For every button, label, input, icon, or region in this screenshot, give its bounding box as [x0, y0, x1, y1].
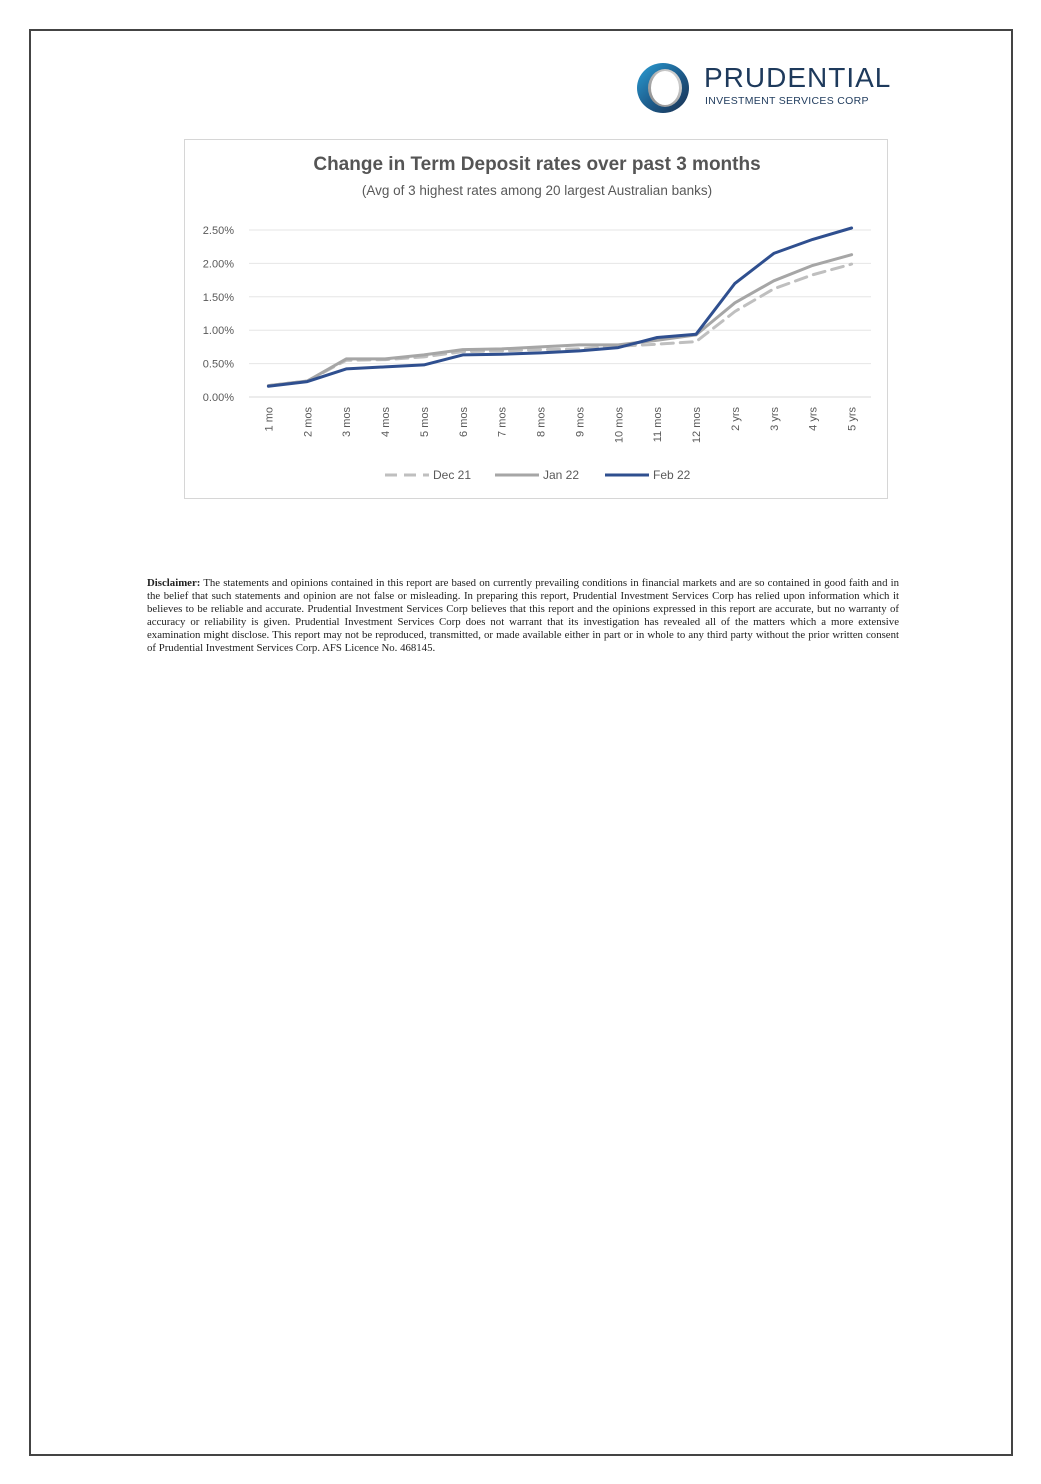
y-tick-label: 1.00% — [202, 325, 234, 338]
x-tick-label: 3 mos — [341, 407, 354, 437]
chart-container — [184, 139, 888, 499]
x-tick-label: 10 mos — [613, 407, 626, 444]
x-tick-label: 4 mos — [380, 407, 393, 437]
x-tick-label: 1 mo — [263, 407, 276, 432]
x-tick-label: 7 mos — [496, 407, 509, 437]
x-tick-label: 9 mos — [574, 407, 587, 437]
series-line-jan-22 — [268, 255, 851, 386]
logo-name: PRUDENTIAL — [704, 62, 892, 93]
legend-label: Jan 22 — [543, 468, 580, 482]
line-chart — [185, 140, 889, 500]
legend-label: Feb 22 — [653, 468, 691, 482]
disclaimer — [147, 577, 899, 655]
logo-ring-icon — [634, 61, 696, 115]
series-line-feb-22 — [268, 228, 851, 386]
x-tick-label: 2 mos — [302, 407, 315, 437]
x-tick-label: 2 yrs — [729, 407, 742, 431]
disclaimer-text: The statements and opinions contained in this report are based on currently prevailing conditions in financial markets and are so contained in good faith and in the belief that such statements and opinion are not false or misleading. In preparing this report, Prudential Investment Services Corp has relied upon information which it believes to be reliable and accurate. Prudential Investment Services Corp believes that this report and the opinions expressed in this report are accurate, but no warranty of accuracy or reliability is given. Prudential Investment Services Corp does not warrant that its investigation has revealed all of the matters which a more extensive examination might disclose. This report may not be reproduced, transmitted, or made available either in part or in whole to any third party without the prior written consent of Prudential Investment Services Corp. AFS Licence No. 468145. — [147, 577, 899, 654]
x-tick-label: 12 mos — [691, 407, 704, 444]
x-tick-label: 3 yrs — [768, 407, 781, 431]
chart-title: Change in Term Deposit rates over past 3 months — [313, 154, 761, 175]
y-tick-label: 0.50% — [202, 358, 234, 371]
y-tick-label: 2.50% — [202, 225, 234, 237]
x-tick-label: 4 yrs — [807, 407, 820, 431]
x-tick-label: 5 mos — [418, 407, 431, 437]
x-tick-label: 8 mos — [535, 407, 548, 437]
x-tick-label: 5 yrs — [846, 407, 859, 431]
disclaimer-label: Disclaimer: — [147, 577, 201, 589]
y-tick-label: 2.00% — [202, 258, 234, 271]
x-tick-label: 6 mos — [457, 407, 470, 437]
legend-label: Dec 21 — [433, 468, 472, 482]
chart-subtitle: (Avg of 3 highest rates among 20 largest Australian banks) — [361, 183, 713, 198]
y-tick-label: 1.50% — [202, 291, 234, 304]
x-tick-label: 11 mos — [652, 407, 665, 443]
company-logo — [634, 61, 894, 115]
logo-tagline: INVESTMENT SERVICES CORP — [705, 95, 869, 107]
y-tick-label: 0.00% — [202, 392, 234, 404]
